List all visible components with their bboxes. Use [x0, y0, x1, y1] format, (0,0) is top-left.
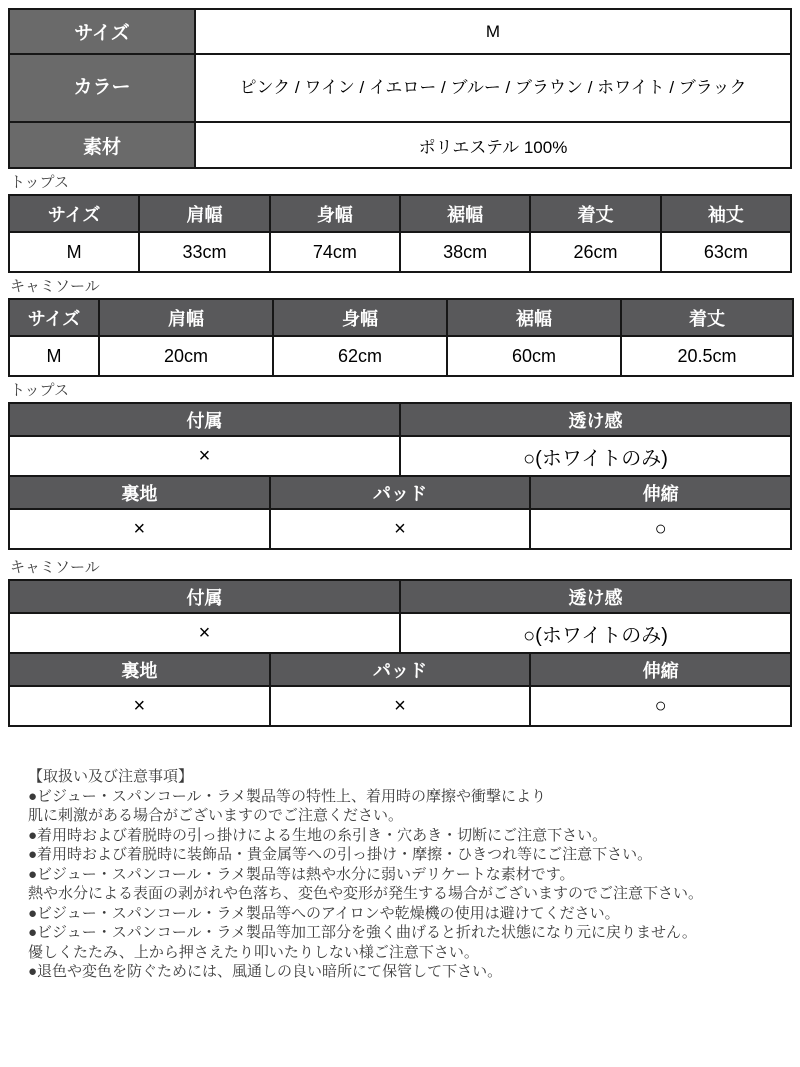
- section-label-tops-features: トップス: [10, 382, 69, 399]
- column-header: パッド: [270, 653, 531, 686]
- cami-size-table: [8, 298, 794, 377]
- column-header: 着丈: [530, 195, 660, 232]
- cami-features-table-a: [8, 579, 792, 654]
- table-row: [9, 336, 793, 376]
- note-line: 肌に刺激がある場合がございますのでご注意ください。: [28, 807, 404, 824]
- column-header: 透け感: [400, 403, 791, 436]
- section-label-cami-features: キャミソール: [10, 559, 100, 576]
- note-line: ●ビジュー・スパンコール・ラメ製品等の特性上、着用時の摩擦や衝撃により: [28, 787, 547, 805]
- feature-mark-cell: ×: [270, 509, 531, 549]
- feature-mark-cell: ×: [270, 686, 531, 726]
- note-line: ●着用時および着脱時に装飾品・貴金属等への引っ掛け・摩擦・ひきつれ等にご注意下さい。: [28, 846, 653, 863]
- feature-mark-cell: ○: [530, 686, 791, 726]
- column-header: 裏地: [9, 653, 270, 686]
- column-header: 身幅: [270, 195, 400, 232]
- table-header-row: [9, 299, 793, 336]
- column-header: 裾幅: [400, 195, 530, 232]
- column-header: 着丈: [621, 299, 793, 336]
- spec-value-material: ポリエステル 100%: [195, 122, 791, 168]
- measurement-cell: 62cm: [273, 336, 447, 376]
- column-header: 肩幅: [99, 299, 273, 336]
- tops-features-table-a: [8, 402, 792, 477]
- measurement-cell: 63cm: [661, 232, 791, 272]
- cami-features-table-b: [8, 652, 792, 727]
- section-label-cami-size: キャミソール: [10, 278, 100, 295]
- feature-mark-cell: ×: [9, 509, 270, 549]
- table-header-row: [9, 195, 791, 232]
- note-line: 優しくたたみ、上から押さえたり叩いたりしない様ご注意下さい。: [28, 943, 479, 961]
- section-label-tops-size: トップス: [10, 174, 69, 191]
- spec-label-material: 素材: [9, 122, 195, 168]
- measurement-cell: 60cm: [447, 336, 621, 376]
- table-row: [9, 686, 791, 726]
- column-header: 袖丈: [661, 195, 791, 232]
- note-line: ●ビジュー・スパンコール・ラメ製品等加工部分を強く曲げると折れた状態になり元に戻りません。: [28, 924, 697, 941]
- feature-mark-cell: ×: [9, 613, 400, 653]
- feature-mark-cell: ×: [9, 686, 270, 726]
- notes-title: 【取扱い及び注意事項】: [28, 768, 194, 785]
- measurement-cell: 20cm: [99, 336, 273, 376]
- table-row: [9, 9, 791, 54]
- table-row: [9, 509, 791, 549]
- measurement-cell: 20.5cm: [621, 336, 793, 376]
- measurement-cell: 26cm: [530, 232, 660, 272]
- note-line: ●ビジュー・スパンコール・ラメ製品等は熱や水分に弱いデリケートな素材です。: [28, 865, 575, 883]
- table-header-row: [9, 403, 791, 436]
- product-info-table: [8, 8, 792, 169]
- column-header: 付属: [9, 580, 400, 613]
- spec-label-size: サイズ: [9, 9, 195, 54]
- note-line: ●ビジュー・スパンコール・ラメ製品等へのアイロンや乾燥機の使用は避けてください。: [28, 904, 620, 922]
- column-header: 伸縮: [530, 653, 791, 686]
- feature-mark-cell: ○(ホワイトのみ): [400, 436, 791, 476]
- table-row: [9, 436, 791, 476]
- feature-mark-cell: ○(ホワイトのみ): [400, 613, 791, 653]
- table-row: [9, 122, 791, 168]
- column-header: 透け感: [400, 580, 791, 613]
- table-header-row: [9, 476, 791, 509]
- table-row: [9, 613, 791, 653]
- tops-size-table: [8, 194, 792, 273]
- column-header: 伸縮: [530, 476, 791, 509]
- table-row: [9, 54, 791, 122]
- table-header-row: [9, 653, 791, 686]
- spec-label-color: カラー: [9, 54, 195, 122]
- column-header: サイズ: [9, 195, 139, 232]
- column-header: 裾幅: [447, 299, 621, 336]
- column-header: 身幅: [273, 299, 447, 336]
- size-cell: M: [9, 336, 99, 376]
- column-header: サイズ: [9, 299, 99, 336]
- column-header: 付属: [9, 403, 400, 436]
- measurement-cell: 33cm: [139, 232, 269, 272]
- column-header: 肩幅: [139, 195, 269, 232]
- table-row: [9, 232, 791, 272]
- feature-mark-cell: ×: [9, 436, 400, 476]
- column-header: パッド: [270, 476, 531, 509]
- handling-notes: [28, 767, 792, 982]
- note-line: ●着用時および着脱時の引っ掛けによる生地の糸引き・穴あき・切断にご注意下さい。: [28, 826, 608, 844]
- note-line: ●退色や変色を防ぐためには、風通しの良い暗所にて保管して下さい。: [28, 963, 503, 980]
- spec-value-color: ピンク / ワイン / イエロー / ブルー / ブラウン / ホワイト / ブラック: [195, 54, 791, 122]
- note-line: 熱や水分による表面の剥がれや色落ち、変色や変形が発生する場合がございますのでご注意下さい。: [28, 885, 704, 902]
- spec-value-size: M: [195, 9, 791, 54]
- measurement-cell: 74cm: [270, 232, 400, 272]
- tops-features-table-b: [8, 475, 792, 550]
- table-header-row: [9, 580, 791, 613]
- size-cell: M: [9, 232, 139, 272]
- column-header: 裏地: [9, 476, 270, 509]
- measurement-cell: 38cm: [400, 232, 530, 272]
- feature-mark-cell: ○: [530, 509, 791, 549]
